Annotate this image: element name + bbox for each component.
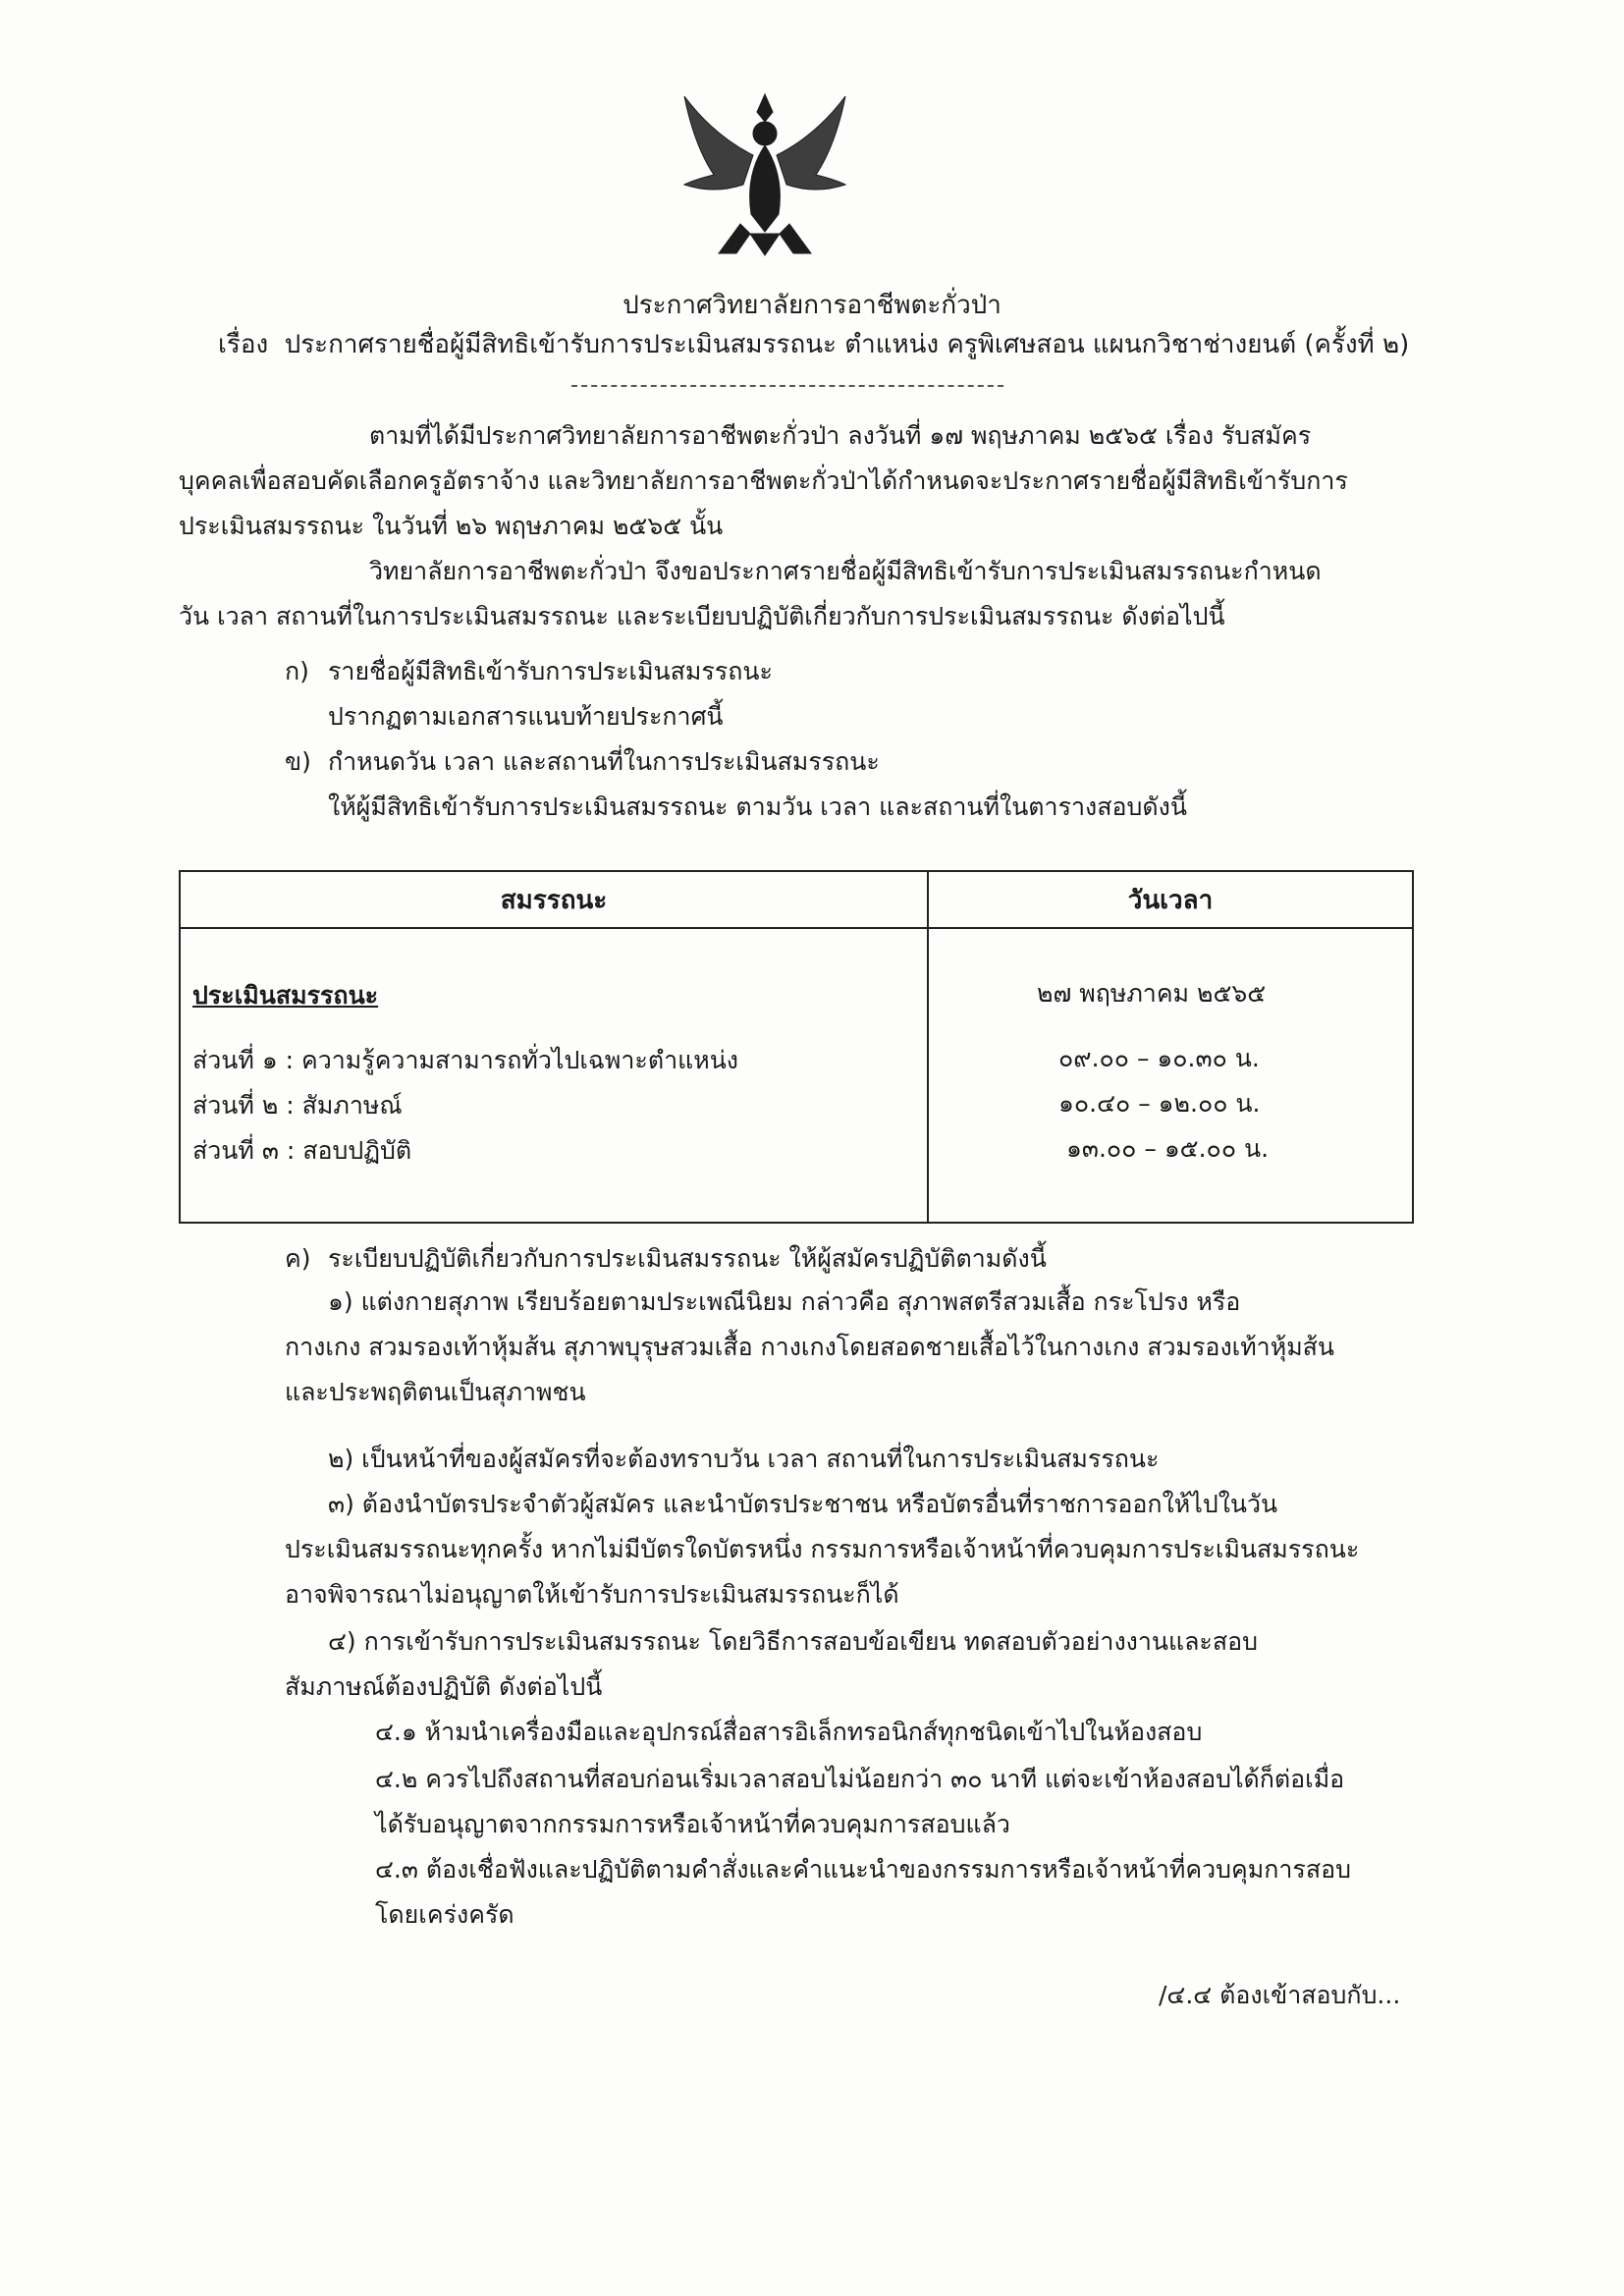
intro-line: ตามที่ได้มีประกาศวิทยาลัยการอาชีพตะกั่วป่า ลงวันที่ ๑๗ พฤษภาคม ๒๕๖๕ เรื่อง รับสมัคร	[369, 421, 1312, 450]
intro-line: วิทยาลัยการอาชีพตะกั่วป่า จึงขอประกาศรายชื่อผู้มีสิทธิเข้ารับการประเมินสมรรถนะกำหนด	[369, 557, 1322, 585]
page-continuation: /๔.๔ ต้องเข้าสอบกับ...	[1159, 1981, 1401, 2009]
garuda-emblem-icon	[672, 86, 858, 263]
section-a-marker: ก)	[285, 657, 309, 685]
rule-line: ประเมินสมรรถนะทุกครั้ง หากไม่มีบัตรใดบัตรหนึ่ง กรรมการหรือเจ้าหน้าที่ควบคุมการประเมินสมรรถนะ	[285, 1535, 1360, 1563]
section-c-marker: ค)	[285, 1244, 311, 1273]
schedule-part-time: ๑๓.๐๐ – ๑๕.๐๐ น.	[1066, 1134, 1270, 1163]
rule-line: ๔) การเข้ารับการประเมินสมรรถนะ โดยวิธีการสอบข้อเขียน ทดสอบตัวอย่างงานและสอบ	[328, 1627, 1258, 1656]
intro-line: วัน เวลา สถานที่ในการประเมินสมรรถนะ และระเบียบปฏิบัติเกี่ยวกับการประเมินสมรรถนะ ดังต่อไปนี้	[179, 602, 1225, 630]
rule-line: ๓) ต้องนำบัตรประจำตัวผู้สมัคร และนำบัตรประชาชน หรือบัตรอื่นที่ราชการออกให้ไปในวัน	[328, 1490, 1278, 1518]
separator-line	[571, 385, 1003, 387]
subrule-line: ได้รับอนุญาตจากกรรมการหรือเจ้าหน้าที่ควบคุมการสอบแล้ว	[375, 1810, 1010, 1838]
rule-line: สัมภาษณ์ต้องปฏิบัติ ดังต่อไปนี้	[285, 1672, 603, 1701]
announcement-title: ประกาศวิทยาลัยการอาชีพตะกั่วป่า	[623, 291, 1001, 320]
announcement-subject	[218, 324, 1409, 364]
header-competency: สมรรถนะ	[180, 871, 928, 928]
subrule-line: โดยเคร่งครัด	[375, 1900, 514, 1929]
section-b-title: กำหนดวัน เวลา และสถานที่ในการประเมินสมรรถนะ	[328, 747, 880, 776]
schedule-date: ๒๗ พฤษภาคม ๒๕๖๕	[1037, 979, 1267, 1008]
subrule-line: ๔.๓ ต้องเชื่อฟังและปฏิบัติตามคำสั่งและคำแนะนำของกรรมการหรือเจ้าหน้าที่ควบคุมการสอบ	[375, 1855, 1351, 1884]
intro-line: ประเมินสมรรถนะ ในวันที่ ๒๖ พฤษภาคม ๒๕๖๕ นั้น	[179, 512, 724, 540]
schedule-table	[179, 870, 1414, 1224]
rule-line: กางเกง สวมรองเท้าหุ้มส้น สุภาพบุรุษสวมเสื้อ กางเกงโดยสอดชายเสื้อไว้ในกางเกง สวมรองเท้าหุ้มส้น	[285, 1333, 1335, 1361]
rule-line: และประพฤติตนเป็นสุภาพชน	[285, 1378, 586, 1406]
schedule-part-time: ๑๐.๔๐ – ๑๒.๐๐ น.	[1058, 1089, 1261, 1118]
section-a-title: รายชื่อผู้มีสิทธิเข้ารับการประเมินสมรรถนะ	[328, 657, 773, 685]
section-b-body: ให้ผู้มีสิทธิเข้ารับการประเมินสมรรถนะ ตามวัน เวลา และสถานที่ในตารางสอบดังนี้	[328, 793, 1187, 821]
section-a-body: ปรากฏตามเอกสารแนบท้ายประกาศนี้	[328, 702, 724, 731]
rule-line: อาจพิจารณาไม่อนุญาตให้เข้ารับการประเมินสมรรถนะก็ได้	[285, 1580, 899, 1609]
subject-label: เรื่อง	[218, 330, 269, 359]
subrule-line: ๔.๑ ห้ามนำเครื่องมือและอุปกรณ์สื่อสารอิเล็กทรอนิกส์ทุกชนิดเข้าไปในห้องสอบ	[375, 1718, 1203, 1746]
section-b-marker: ข)	[285, 747, 311, 776]
datetime-cell	[928, 928, 1413, 1223]
competency-heading: ประเมินสมรรถนะ	[192, 981, 379, 1010]
schedule-part-time: ๐๙.๐๐ – ๑๐.๓๐ น.	[1058, 1044, 1260, 1072]
rule-line: ๒) เป็นหน้าที่ของผู้สมัครที่จะต้องทราบวัน เวลา สถานที่ในการประเมินสมรรถนะ	[328, 1445, 1160, 1473]
header-datetime: วันเวลา	[928, 871, 1413, 928]
intro-line: บุคคลเพื่อสอบคัดเลือกครูอัตราจ้าง และวิทยาลัยการอาชีพตะกั่วป่าได้กำหนดจะประกาศรายชื่อผู้มีสิทธิเข้ารับการ	[179, 466, 1348, 495]
competency-cell	[180, 928, 928, 1223]
rule-line: ๑) แต่งกายสุภาพ เรียบร้อยตามประเพณีนิยม กล่าวคือ สุภาพสตรีสวมเสื้อ กระโปรง หรือ	[328, 1287, 1241, 1316]
section-c-title: ระเบียบปฏิบัติเกี่ยวกับการประเมินสมรรถนะ ให้ผู้สมัครปฏิบัติตามดังนี้	[328, 1244, 1047, 1273]
schedule-part-label: ส่วนที่ ๓ : สอบปฏิบัติ	[192, 1136, 412, 1165]
schedule-part-label: ส่วนที่ ๑ : ความรู้ความสามารถทั่วไปเฉพาะตำแหน่ง	[192, 1046, 739, 1074]
subject-text: ประกาศรายชื่อผู้มีสิทธิเข้ารับการประเมินสมรรถนะ ตำแหน่ง ครูพิเศษสอน แผนกวิชาช่างยนต์ (ครั้งที่ ๒)	[284, 330, 1410, 359]
schedule-part-label: ส่วนที่ ๒ : สัมภาษณ์	[192, 1091, 403, 1120]
subrule-line: ๔.๒ ควรไปถึงสถานที่สอบก่อนเริ่มเวลาสอบไม่น้อยกว่า ๓๐ นาที แต่จะเข้าห้องสอบได้ก็ต่อเมื่อ	[375, 1765, 1345, 1793]
